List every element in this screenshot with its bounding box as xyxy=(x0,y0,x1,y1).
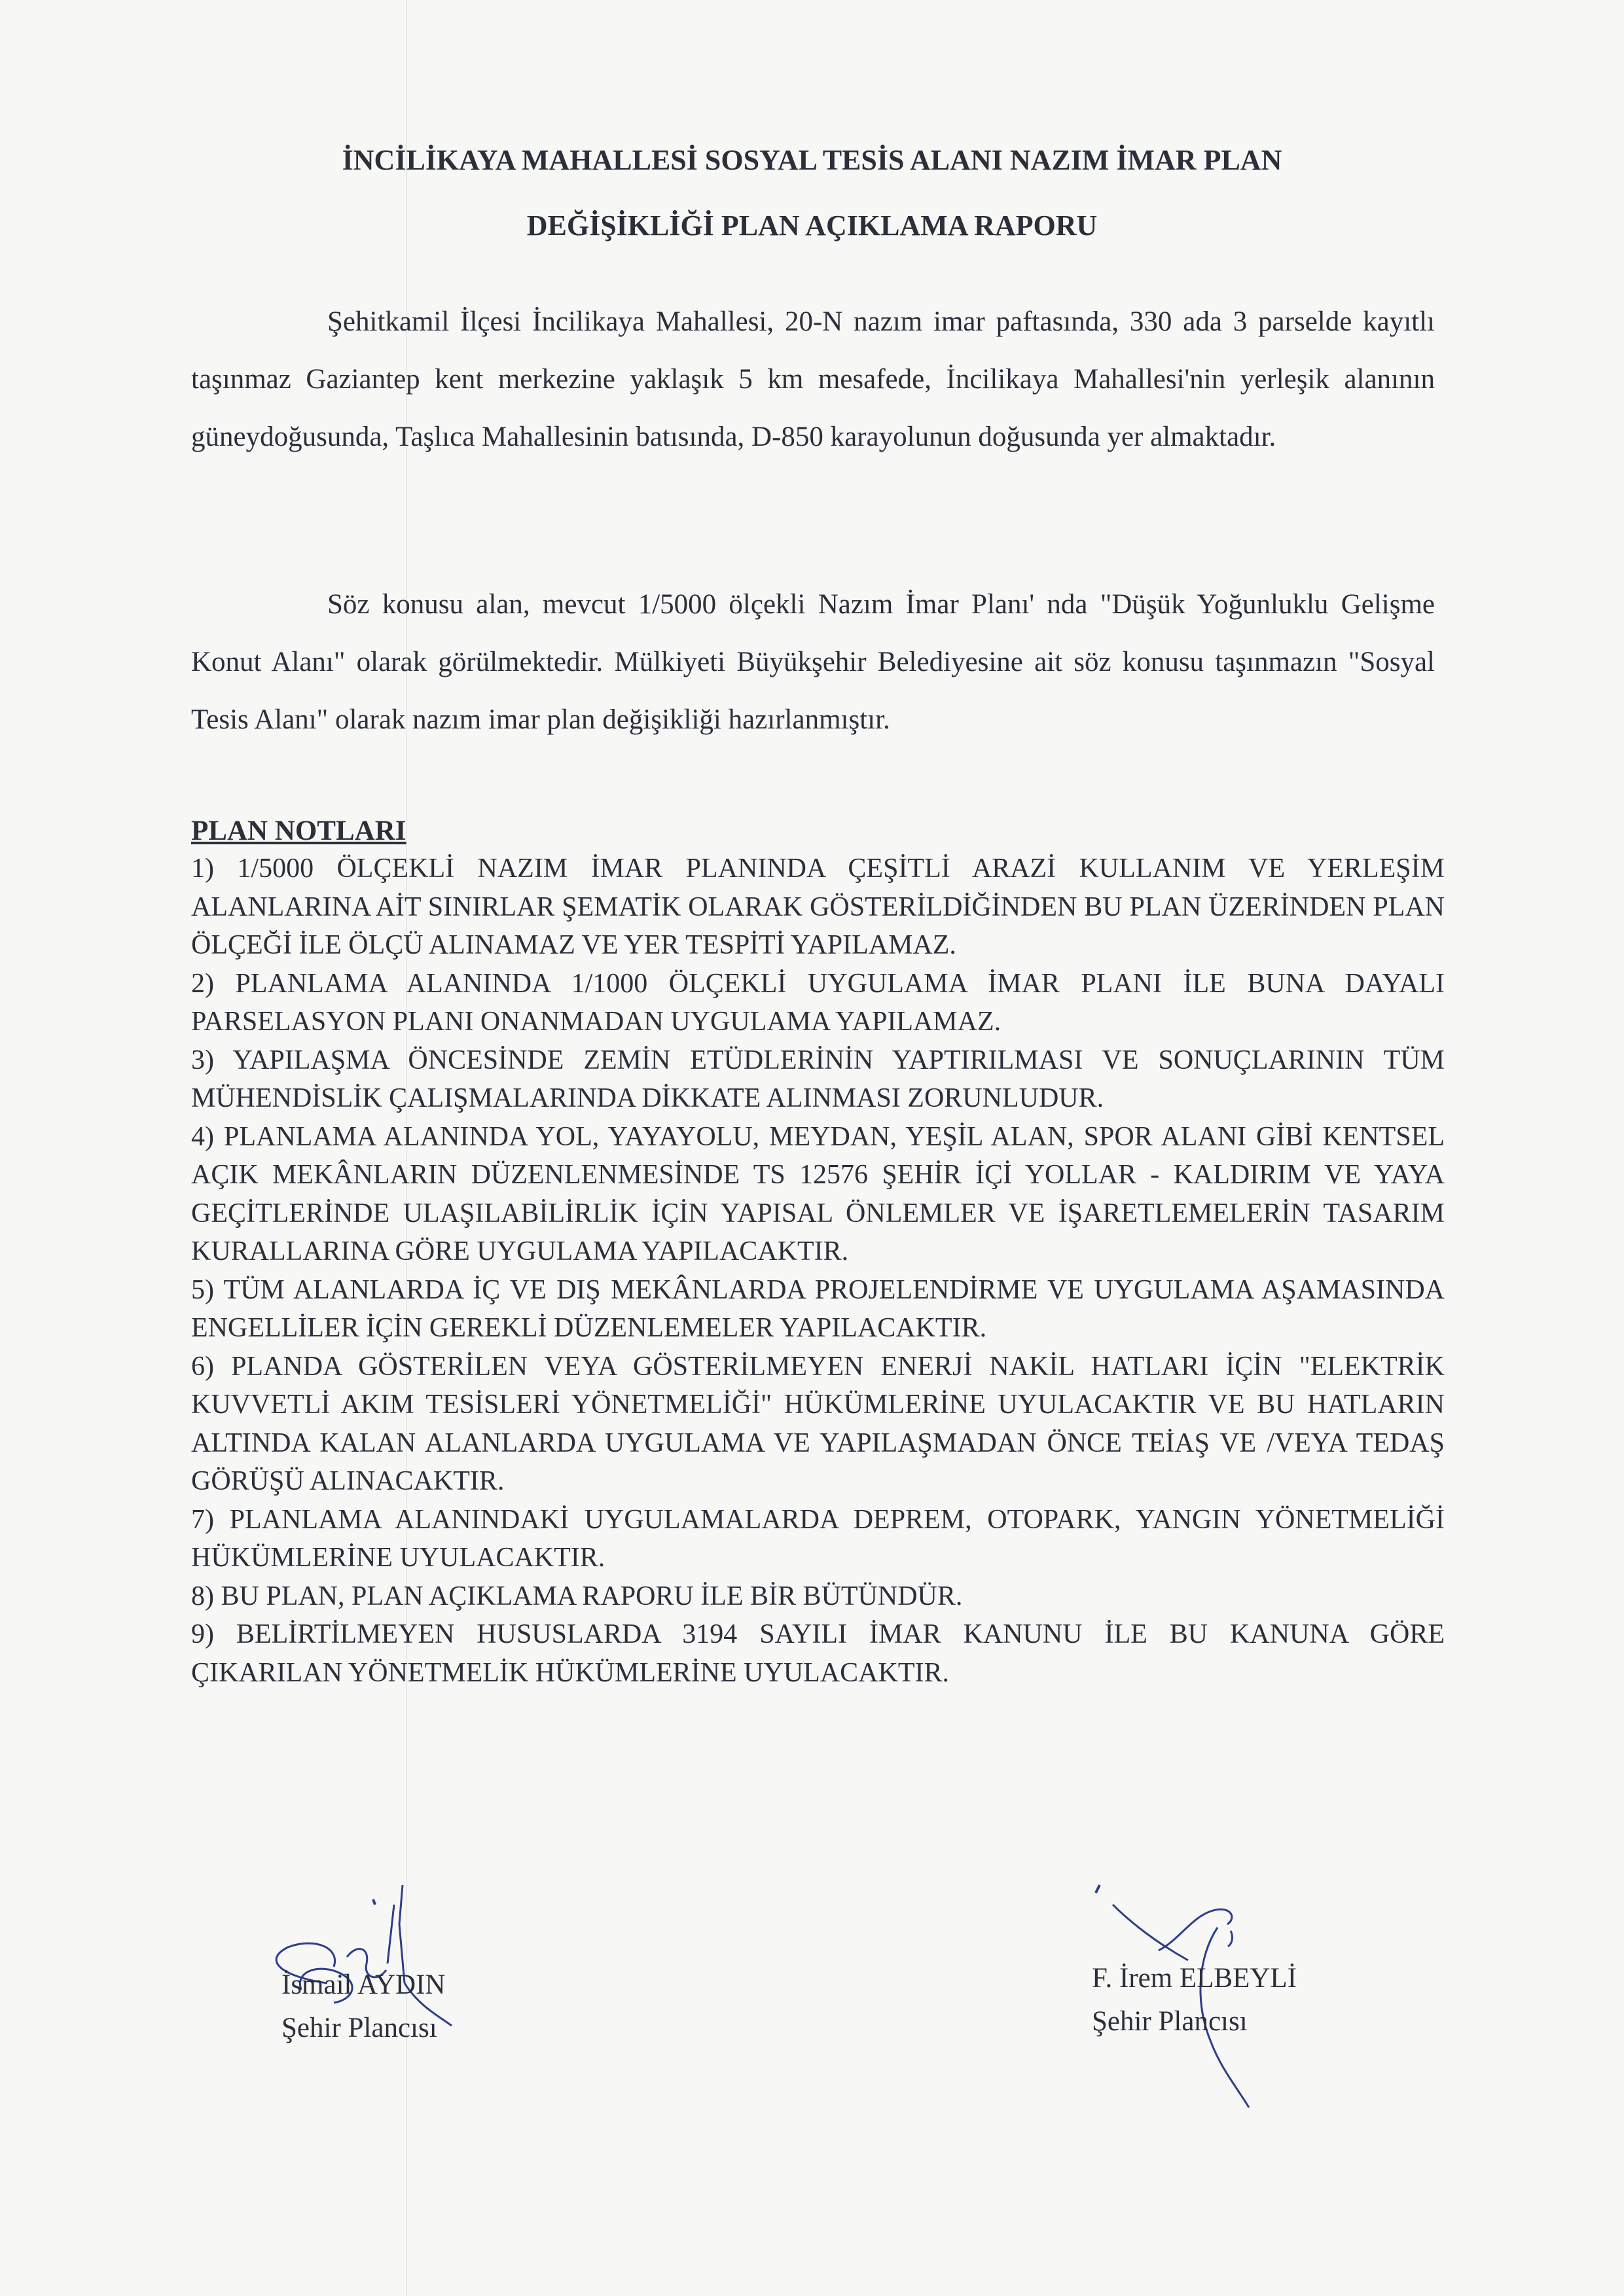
plan-note-5: 5) TÜM ALANLARDA İÇ VE DIŞ MEKÂNLARDA PROJELENDİRME VE UYGULAMA AŞAMASINDA ENGELLİLER İÇİN GEREKLİ DÜZENLEMELER YAPILACAKTIR. xyxy=(191,1274,1445,1343)
plan-note-3: 3) YAPILAŞMA ÖNCESİNDE ZEMİN ETÜDLERİNİN YAPTIRILMASI VE SONUÇLARININ TÜM MÜHENDİSLİK ÇALIŞMALARINDA DİKKATE ALINMASI ZORUNLUDUR. xyxy=(191,1045,1445,1113)
paragraph-location: Şehitkamil İlçesi İncilikaya Mahallesi, 20-N nazım imar paftasında, 330 ada 3 parselde kayıtlı taşınmaz Gaziantep kent merkezine yaklaşık 5 km mesafede, İncilikaya Mahallesi'nin yerleşik alanının güneydoğusunda, Taşlıca Mahallesinin batısında, D-850 karayolunun doğusunda yer almaktadır. xyxy=(191,306,1435,452)
paragraph-current-status: Söz konusu alan, mevcut 1/5000 ölçekli Nazım İmar Planı' nda "Düşük Yoğunluklu Gelişme Konut Alanı" olarak görülmektedir. Mülkiyeti Büyükşehir Belediyesine ait söz konusu taşınmazın "Sosyal Tesis Alanı" olarak nazım imar plan değişikliği hazırlanmıştır. xyxy=(191,589,1435,735)
plan-notes-list xyxy=(191,850,1445,1692)
document-title xyxy=(190,128,1434,259)
plan-note-7: 7) PLANLAMA ALANINDAKİ UYGULAMALARDA DEPREM, OTOPARK, YANGIN YÖNETMELİĞİ HÜKÜMLERİNE UYULACAKTIR. xyxy=(191,1504,1445,1573)
plan-note-6: 6) PLANDA GÖSTERİLEN VEYA GÖSTERİLMEYEN ENERJİ NAKİL HATLARI İÇİN "ELEKTRİK KUVVETLİ AKIM TESİSLERİ YÖNETMELİĞİ" HÜKÜMLERİNE UYULACAKTIR VE BU HATLARIN ALTINDA KALAN ALANLARDA UYGULAMA VE YAPILAŞMADAN ÖNCE TEİAŞ VE /VEYA TEDAŞ GÖRÜŞÜ ALINACAKTIR. xyxy=(191,1351,1445,1496)
plan-note-4: 4) PLANLAMA ALANINDA YOL, YAYAYOLU, MEYDAN, YEŞİL ALAN, SPOR ALANI GİBİ KENTSEL AÇIK MEKÂNLARIN DÜZENLENMESİNDE TS 12576 ŞEHİR İÇİ YOLLAR - KALDIRIM VE YAYA GEÇİTLERİNDE ULAŞILABİLİRLİK İÇİN YAPISAL ÖNLEMLER VE İŞARETLEMELERİN TASARIM KURALLARINA GÖRE UYGULAMA YAPILACAKTIR. xyxy=(191,1121,1445,1266)
signatory-role-1: Şehir Plancısı xyxy=(281,2013,437,2043)
signatory-name-1: İsmail AYDIN xyxy=(281,1969,446,2000)
plan-note-8: 8) BU PLAN, PLAN AÇIKLAMA RAPORU İLE BİR BÜTÜNDÜR. xyxy=(191,1581,963,1611)
signature-block-2 xyxy=(1092,1957,1297,2043)
signature-block-1 xyxy=(281,1964,445,2050)
plan-notes-heading: PLAN NOTLARI xyxy=(191,816,406,846)
plan-note-1: 1) 1/5000 ÖLÇEKLİ NAZIM İMAR PLANINDA ÇEŞİTLİ ARAZİ KULLANIM VE YERLEŞİM ALANLARINA AİT SINIRLAR ŞEMATİK OLARAK GÖSTERİLDİĞİNDEN BU PLAN ÜZERİNDEN PLAN ÖLÇEĞİ İLE ÖLÇÜ ALINAMAZ VE YER TESPİTİ YAPILAMAZ. xyxy=(191,853,1445,960)
plan-note-2: 2) PLANLAMA ALANINDA 1/1000 ÖLÇEKLİ UYGULAMA İMAR PLANI İLE BUNA DAYALI PARSELASYON PLANI ONANMADAN UYGULAMA YAPILAMAZ. xyxy=(191,968,1445,1037)
plan-note-9: 9) BELİRTİLMEYEN HUSUSLARDA 3194 SAYILI İMAR KANUNU İLE BU KANUNA GÖRE ÇIKARILAN YÖNETMELİK HÜKÜMLERİNE UYULACAKTIR. xyxy=(191,1619,1445,1688)
title-line-2: DEĞİŞİKLİĞİ PLAN AÇIKLAMA RAPORU xyxy=(526,209,1098,242)
title-line-1: İNCİLİKAYA MAHALLESİ SOSYAL TESİS ALANI NAZIM İMAR PLAN xyxy=(342,144,1282,176)
signatory-name-2: F. İrem ELBEYLİ xyxy=(1092,1963,1297,1994)
signatory-role-2: Şehir Plancısı xyxy=(1092,2006,1248,2037)
